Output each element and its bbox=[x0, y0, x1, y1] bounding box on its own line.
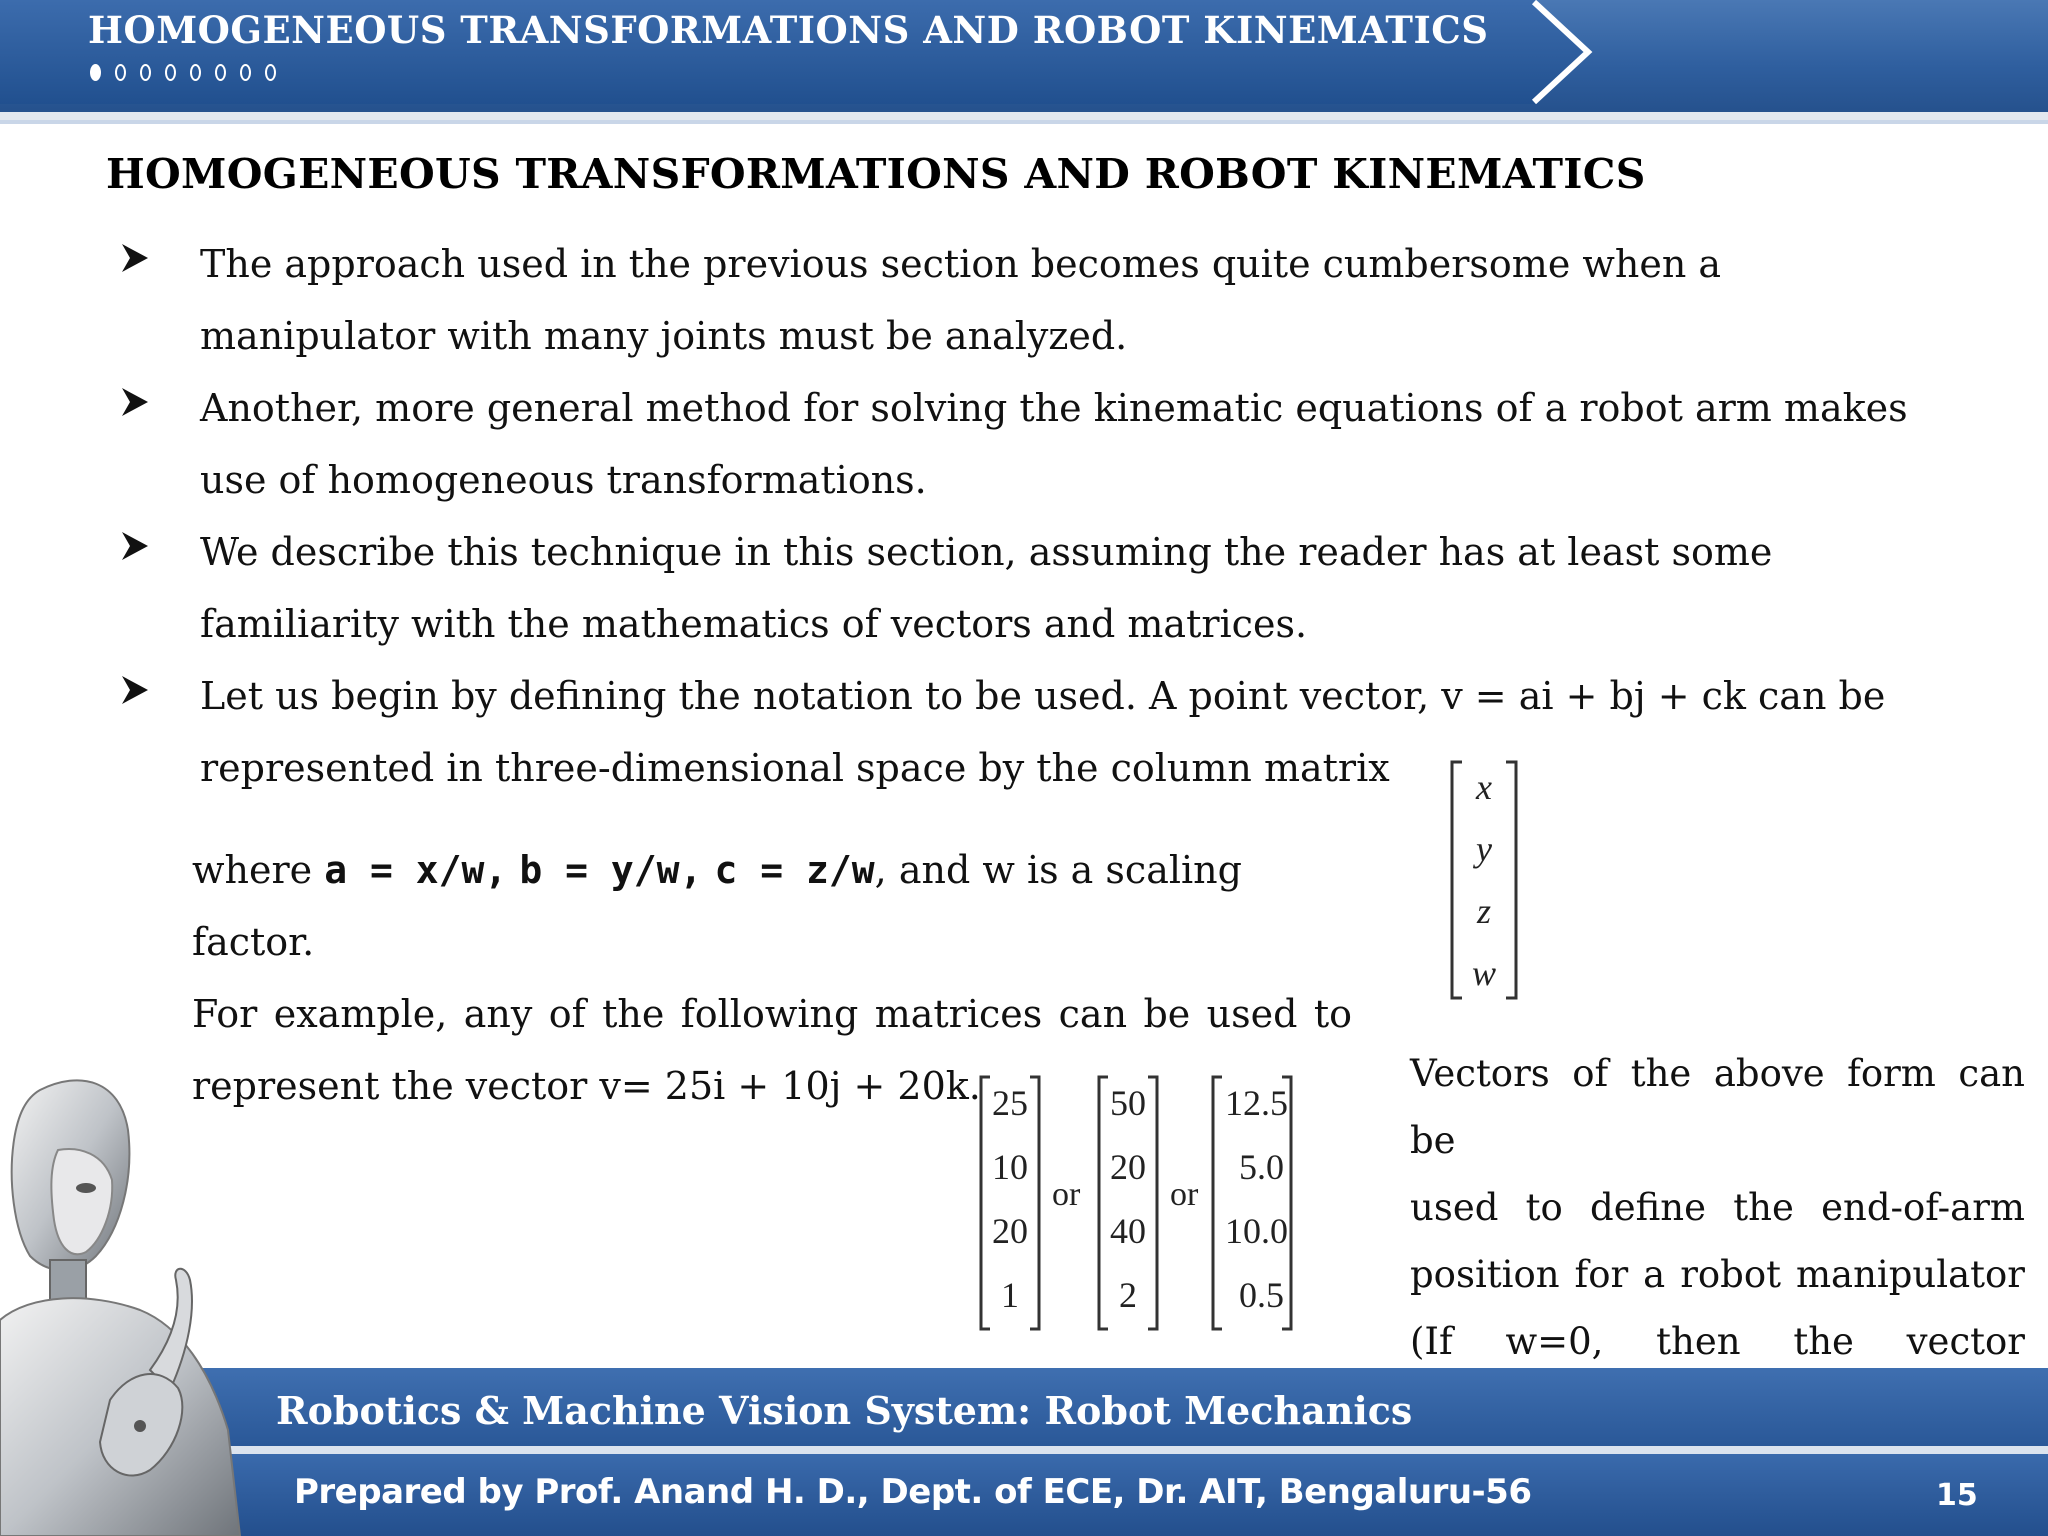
side-note-line: Vectors of the above form can be bbox=[1410, 1052, 2025, 1162]
column-matrix bbox=[1448, 758, 1520, 1002]
definition-c: c = z/w bbox=[714, 848, 875, 892]
matrix-entry: w bbox=[1471, 953, 1496, 993]
bullet-line: familiarity with the mathematics of vectors and matrices. bbox=[200, 602, 1308, 646]
side-note-line: (If w=0, then the vector bbox=[1410, 1320, 2025, 1363]
matrix-entry: 0.5 bbox=[1239, 1275, 1284, 1315]
matrix-entry: 50 bbox=[1110, 1083, 1146, 1123]
example-matrix-2 bbox=[1096, 1074, 1160, 1332]
side-note-line: used to define the end-of-arm bbox=[1410, 1186, 2025, 1229]
arrowhead-bullet-icon bbox=[120, 672, 150, 708]
progress-dot bbox=[165, 64, 176, 81]
bullet-line: The approach used in the previous section becomes quite cumbersome when a bbox=[200, 242, 1722, 286]
arrowhead-bullet-icon bbox=[120, 528, 150, 564]
example-matrix-1 bbox=[978, 1074, 1042, 1332]
matrix-entry: 2 bbox=[1119, 1275, 1137, 1315]
progress-dot bbox=[190, 64, 201, 81]
bullet-line: Let us begin by defining the notation to be used. A point vector, v = ai + bj + ck can be bbox=[200, 674, 1886, 718]
footer-course-title: Robotics & Machine Vision System: Robot Mechanics bbox=[276, 1388, 1413, 1433]
matrix-entry: 20 bbox=[992, 1211, 1028, 1251]
header-title: HOMOGENEOUS TRANSFORMATIONS AND ROBOT KINEMATICS bbox=[88, 8, 1489, 52]
robot-figure-icon bbox=[0, 1070, 260, 1536]
matrix-entry: 10 bbox=[992, 1147, 1028, 1187]
progress-dot-active bbox=[90, 64, 101, 81]
matrix-entry: y bbox=[1476, 829, 1492, 869]
matrix-entry: 20 bbox=[1110, 1147, 1146, 1187]
header-divider bbox=[0, 112, 2048, 120]
matrix-entry: 25 bbox=[992, 1083, 1028, 1123]
progress-dot bbox=[115, 64, 126, 81]
progress-dot bbox=[240, 64, 251, 81]
bullet-line: use of homogeneous transformations. bbox=[200, 458, 927, 502]
matrix-entry: x bbox=[1476, 767, 1492, 807]
matrix-entry: 1 bbox=[1001, 1275, 1019, 1315]
arrowhead-bullet-icon bbox=[120, 384, 150, 420]
header-chevron-icon bbox=[1528, 0, 1598, 104]
bullet-line: represented in three-dimensional space by the column matrix bbox=[200, 746, 1390, 790]
bullet-line: We describe this technique in this section, assuming the reader has at least some bbox=[200, 530, 1773, 574]
matrix-entry: 10.0 bbox=[1225, 1211, 1288, 1251]
progress-dot bbox=[140, 64, 151, 81]
progress-dot bbox=[265, 64, 276, 81]
matrix-entry: 40 bbox=[1110, 1211, 1146, 1251]
or-label: or bbox=[1170, 1176, 1199, 1213]
section-title: HOMOGENEOUS TRANSFORMATIONS AND ROBOT KINEMATICS bbox=[106, 150, 1646, 198]
page-number: 15 bbox=[1936, 1478, 1978, 1513]
side-note-line: position for a robot manipulator bbox=[1410, 1253, 2025, 1296]
where-suffix: , and w is a scaling bbox=[874, 848, 1242, 892]
matrix-entry: z bbox=[1476, 891, 1491, 931]
example-matrix-3 bbox=[1210, 1074, 1294, 1332]
example-line2: represent the vector v= 25i + 10j + 20k. bbox=[192, 1064, 981, 1108]
where-definition bbox=[192, 834, 1342, 906]
matrix-entry: 5.0 bbox=[1239, 1147, 1284, 1187]
definition-b: b = y/w, bbox=[519, 848, 703, 892]
definition-a: a = x/w, bbox=[324, 848, 508, 892]
progress-dot bbox=[215, 64, 226, 81]
footer-author: Prepared by Prof. Anand H. D., Dept. of ECE, Dr. AIT, Bengaluru-56 bbox=[294, 1472, 1532, 1512]
arrowhead-bullet-icon bbox=[120, 240, 150, 276]
bullet-line: manipulator with many joints must be analyzed. bbox=[200, 314, 1128, 358]
slide-header bbox=[0, 0, 2048, 124]
or-label: or bbox=[1052, 1176, 1081, 1213]
where-word: where bbox=[192, 848, 313, 892]
matrix-entry: 12.5 bbox=[1225, 1083, 1288, 1123]
footer-divider bbox=[0, 1446, 2048, 1454]
example-line1: For example, any of the following matrices can be used to bbox=[192, 992, 1352, 1036]
bullet-line: Another, more general method for solving the kinematic equations of a robot arm makes bbox=[200, 386, 1908, 430]
slide-progress-dots bbox=[90, 64, 276, 81]
where-definition-line2: factor. bbox=[192, 920, 315, 964]
